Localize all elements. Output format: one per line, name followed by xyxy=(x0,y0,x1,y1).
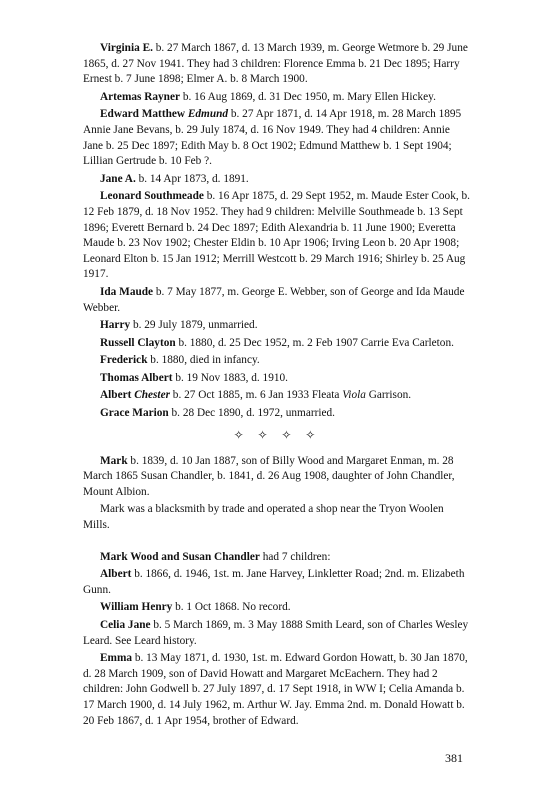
entry-albert: Albert b. 1866, d. 1946, 1st. m. Jane Harvey, Linkletter Road; 2nd. m. Elizabeth Gunn. xyxy=(83,568,465,596)
page-number: 381 xyxy=(445,751,463,765)
entry-frederick: Frederick b. 1880, died in infancy. xyxy=(100,354,260,367)
entry-ida: Ida Maude b. 7 May 1877, m. George E. Webber, son of George and Ida Maude Webber. xyxy=(83,285,465,314)
entries-bottom xyxy=(83,567,471,729)
entry-mark: Mark b. 1839, d. 10 Jan 1887, son of Billy Wood and Margaret Enman, m. 28 March 1865 Susan Chandler, b. 1841, d. 26 Aug 1908, daughter of John Chandler, Mount Albion. xyxy=(83,454,455,498)
entry-grace: Grace Marion b. 28 Dec 1890, d. 1972, unmarried. xyxy=(100,407,335,420)
entry-celia-jane: Celia Jane b. 5 March 1869, m. 3 May 1888 Smith Leard, son of Charles Wesley Leard. See Leard history. xyxy=(83,619,469,647)
entry-william-henry: William Henry b. 1 Oct 1868. No record. xyxy=(100,601,291,614)
entry-jane: Jane A. b. 14 Apr 1873, d. 1891. xyxy=(100,172,249,185)
entry-artemas: Artemas Rayner b. 16 Aug 1869, d. 31 Dec 1950, m. Mary Ellen Hickey. xyxy=(100,90,436,103)
entries-top xyxy=(83,41,471,422)
mark-note: Mark was a blacksmith by trade and operated a shop near the Tryon Woolen Mills. xyxy=(83,503,444,532)
entry-leonard: Leonard Southmeade b. 16 Apr 1875, d. 29 Sept 1952, m. Maude Ester Cook, b. 12 Feb 1879, d. 18 Nov 1952. They had 9 children: Melville Southmeade b. 13 Sept 1896; Everett Bernard b. 24 Dec 1897; Edith Alexandria b. 11 June 1900; Everetta Maude b. 23 Nov 1902; Chester Eldin b. 10 Apr 1906; Irving Leon b. 20 Apr 1908; Leonard Elton b. 15 Jan 1912; Merrill Westcott b. 29 March 1916; Shirley b. 25 Aug 1917. xyxy=(83,190,470,281)
spacer xyxy=(83,536,471,550)
entry-harry: Harry b. 29 July 1879, unmarried. xyxy=(100,319,258,332)
entry-virginia: Virginia E. b. 27 March 1867, d. 13 March 1939, m. George Wetmore b. 29 June 1865, d. 27 Nov 1941. They had 3 children: Florence Emma b. 21 Dec 1895; Harry Ernest b. 7 June 1898; Elmer A. b. 8 March 1900. xyxy=(83,42,468,86)
entry-thomas: Thomas Albert b. 19 Nov 1883, d. 1910. xyxy=(100,371,288,384)
entry-edward: Edward Matthew Edmund b. 27 Apr 1871, d. 14 Apr 1918, m. 28 March 1895 Annie Jane Bevans, b. 29 July 1874, d. 16 Nov 1949. They had 4 children: Annie Jane b. 25 Dec 1897; Edith May b. 8 Oct 1902; Edmund Matthew b. 1 Sept 1904; Lillian Gertrude b. 10 Feb ?. xyxy=(83,108,462,168)
entry-emma: Emma b. 13 May 1871, d. 1930, 1st. m. Edward Gordon Howatt, b. 30 Jan 1870, d. 28 March 1909, son of David Howatt and Margaret McEachern. They had 2 children: John Godwell b. 27 July 1897, d. 17 Sept 1918, in WW I; Celia Amanda b. 17 March 1900, d. 14 July 1962, m. Arthur W. Jay. Emma 2nd. m. Donald Howatt b. 20 Feb 1867, d. 1 Apr 1954, brother of Edward. xyxy=(83,652,468,727)
entry-albert-chester: Albert Chester b. 27 Oct 1885, m. 6 Jan 1933 Fleata Viola Garrison. xyxy=(100,389,412,402)
entry-russell: Russell Clayton b. 1880, d. 25 Dec 1952, m. 2 Feb 1907 Carrie Eva Carleton. xyxy=(100,336,454,349)
children-heading: Mark Wood and Susan Chandler had 7 children: xyxy=(100,550,331,563)
section-ornament: ✧ ✧ ✧ ✧ xyxy=(233,427,321,442)
